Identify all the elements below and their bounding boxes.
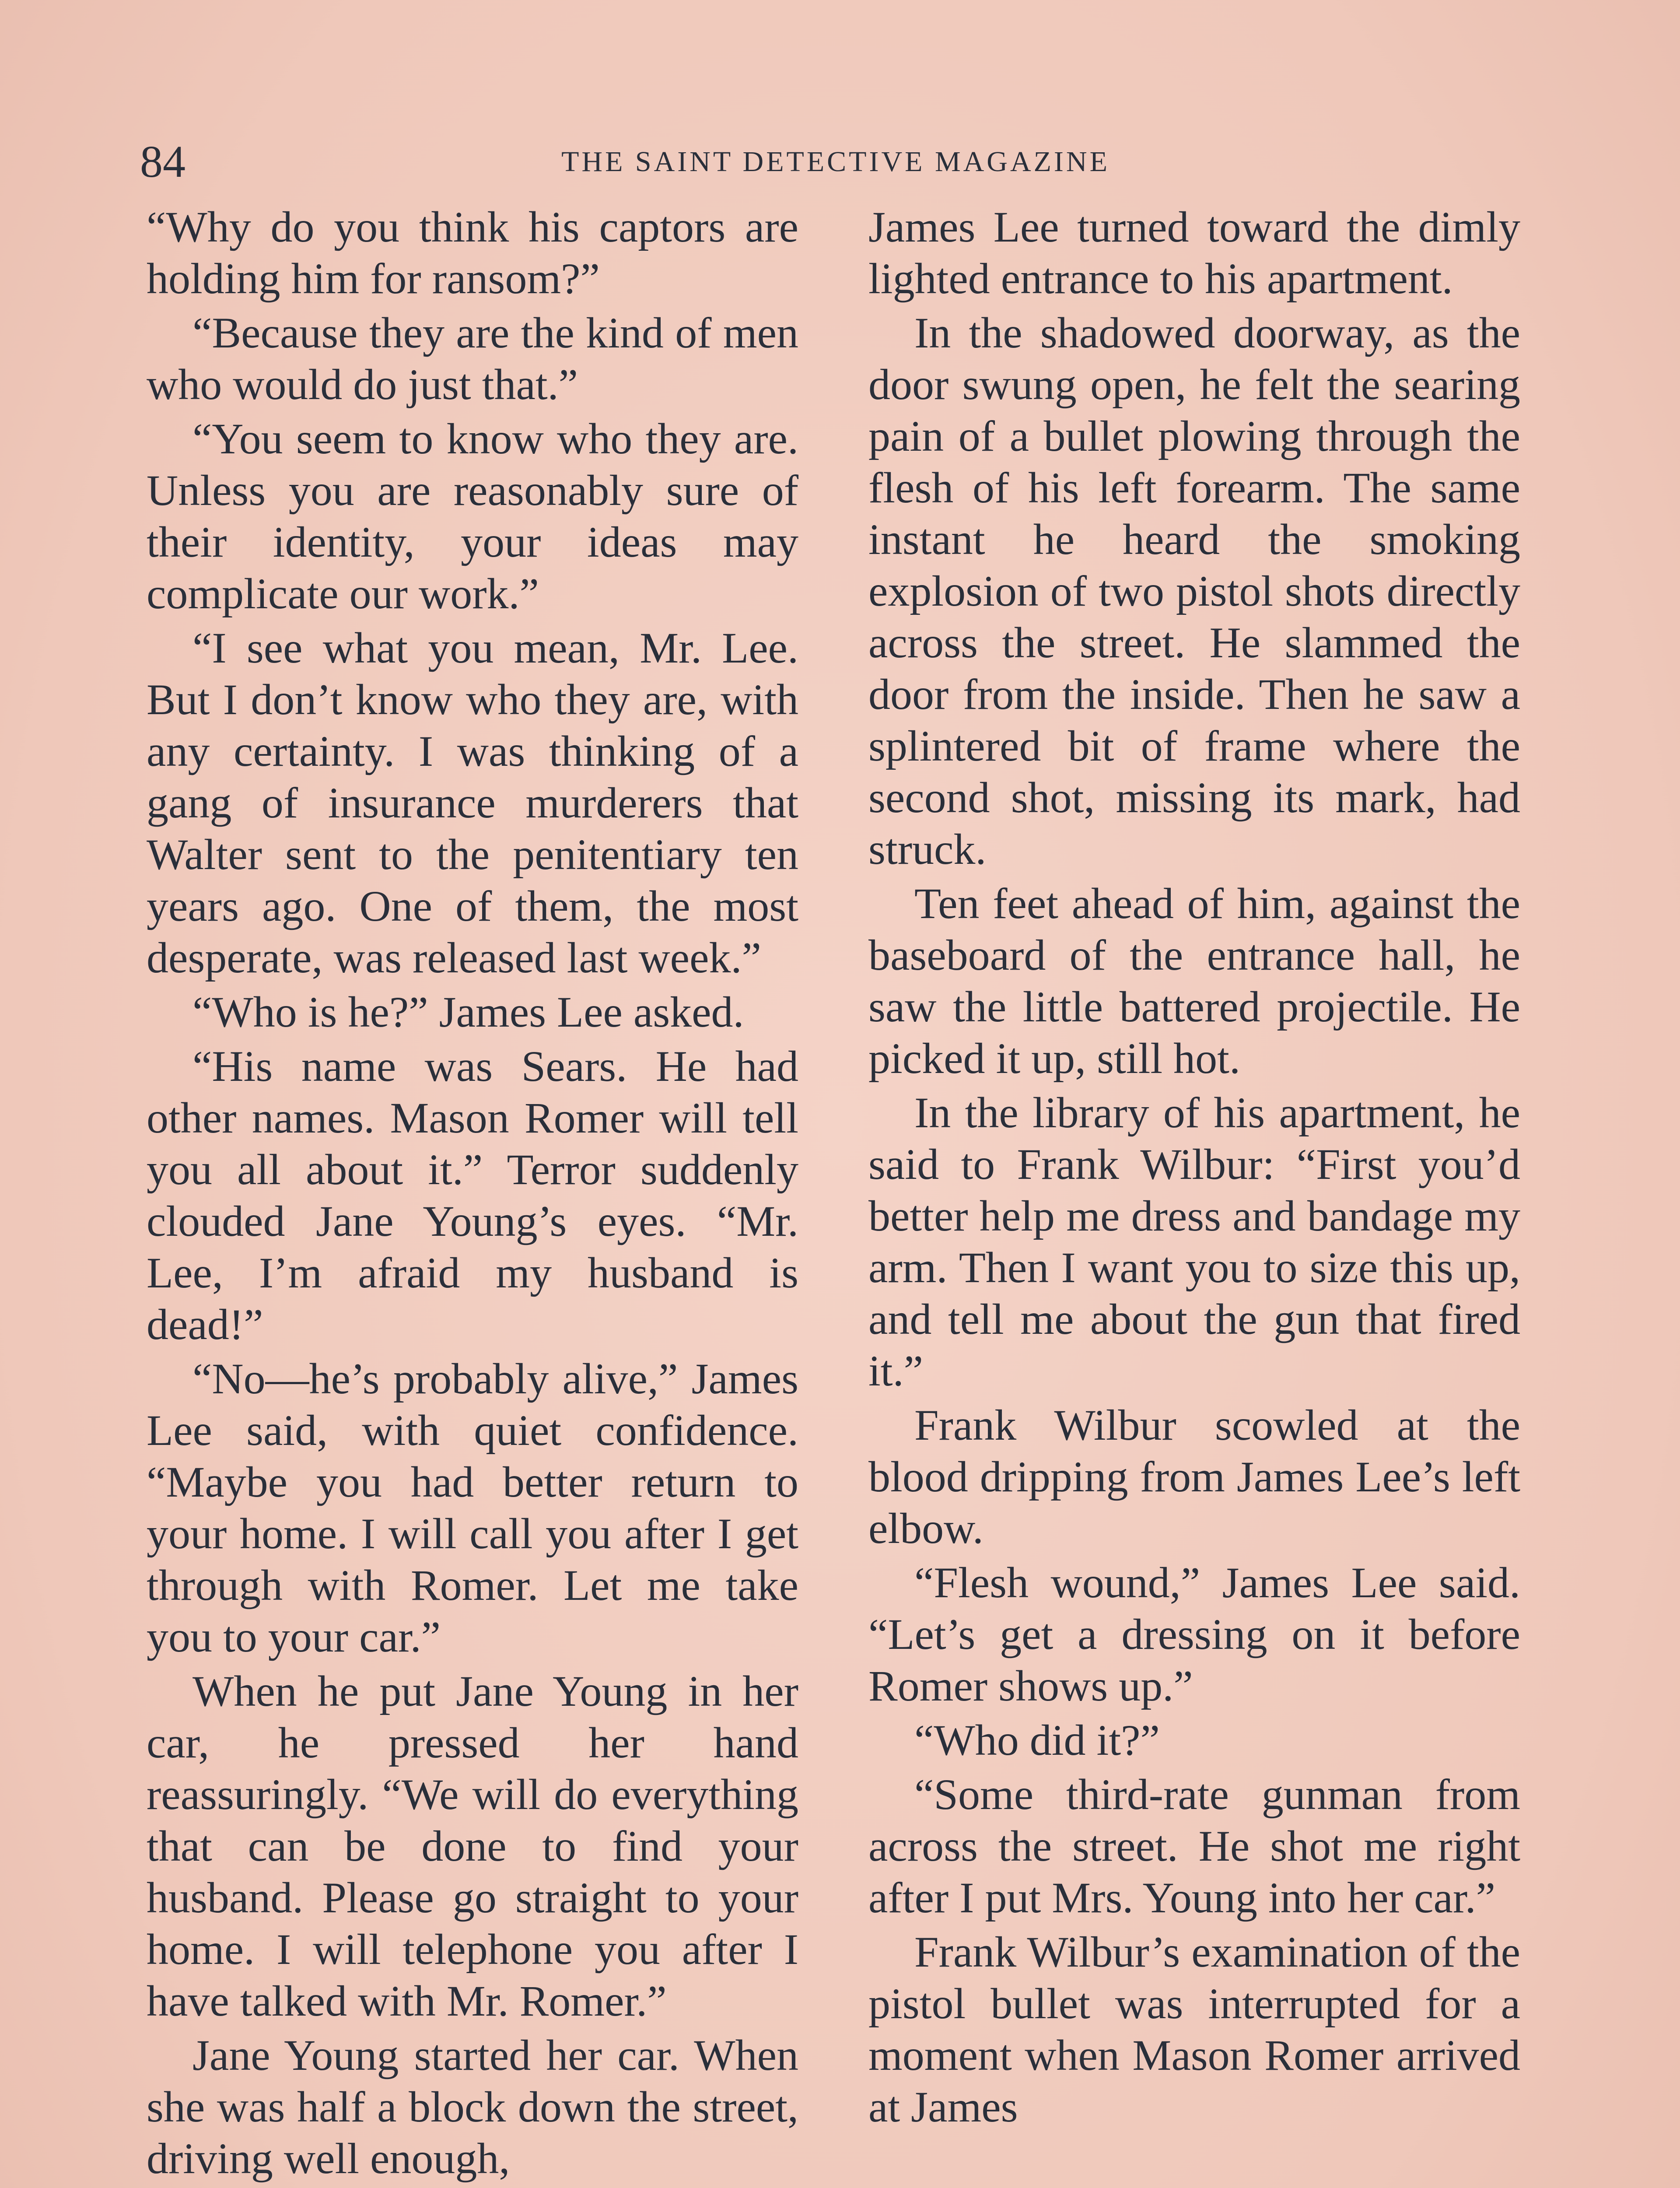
page-number: 84: [140, 137, 186, 187]
page-header: [140, 131, 1531, 193]
paragraph: Frank Wilbur scowled at the blood dripping from James Lee’s left elbow.: [868, 1401, 1520, 1553]
paragraph: “Because they are the kind of men who would do just that.”: [147, 309, 798, 409]
paragraph: James Lee turned toward the dimly lighted entrance to his apartment.: [868, 203, 1520, 303]
paragraph: Jane Young started her car. When she was half a block down the street, driving well enough,: [147, 2031, 798, 2183]
right-text-column: [868, 201, 1520, 2135]
paragraph: “Why do you think his captors are holding him for ransom?”: [147, 203, 798, 303]
paragraph: Ten feet ahead of him, against the baseboard of the entrance hall, he saw the little battered projectile. He picked it up, still hot.: [868, 879, 1520, 1083]
running-title: THE SAINT DETECTIVE MAGAZINE: [561, 146, 1110, 178]
paragraph: In the shadowed doorway, as the door swung open, he felt the searing pain of a bullet plowing through the flesh of his left forearm. The same instant he heard the smoking explosion of two pistol shots directly across the street. He slammed the door from the inside. Then he saw a splintered bit of frame where the second shot, missing its mark, had struck.: [868, 309, 1520, 873]
paragraph: In the library of his apartment, he said to Frank Wilbur: “First you’d better help me dress and bandage my arm. Then I want you to size this up, and tell me about the gun that fired it.”: [868, 1088, 1520, 1395]
paragraph: When he put Jane Young in her car, he pressed her hand reassuringly. “We will do everything that can be done to find your husband. Please go straight to your home. I will telephone you after I have talked with Mr. Romer.”: [147, 1667, 798, 2025]
left-text-column: [147, 201, 798, 2187]
paragraph: “You seem to know who they are. Unless you are reasonably sure of their identity, your ideas may complicate our work.”: [147, 414, 798, 618]
paragraph: “Flesh wound,” James Lee said. “Let’s get a dressing on it before Romer shows up.”: [868, 1558, 1520, 1710]
paragraph: “Who is he?” James Lee asked.: [192, 988, 744, 1036]
paragraph: “Who did it?”: [914, 1716, 1160, 1764]
paragraph: “No—he’s probably alive,” James Lee said, with quiet confidence. “Maybe you had better return to your home. I will call you after I get through with Romer. Let me take you to your car.”: [147, 1354, 798, 1661]
paragraph: “I see what you mean, Mr. Lee. But I don’t know who they are, with any certainty. I was thinking of a gang of insurance murderers that Walter sent to the penitentiary ten years ago. One of them, the most desperate, was released last week.”: [147, 624, 798, 982]
paragraph: “His name was Sears. He had other names. Mason Romer will tell you all about it.” Terror suddenly clouded Jane Young’s eyes. “Mr. Lee, I’m afraid my husband is dead!”: [147, 1042, 798, 1349]
paragraph: “Some third-rate gunman from across the street. He shot me right after I put Mrs. Young into her car.”: [868, 1770, 1520, 1922]
paragraph: Frank Wilbur’s examination of the pistol bullet was interrupted for a moment when Mason Romer arrived at James: [868, 1928, 1520, 2131]
